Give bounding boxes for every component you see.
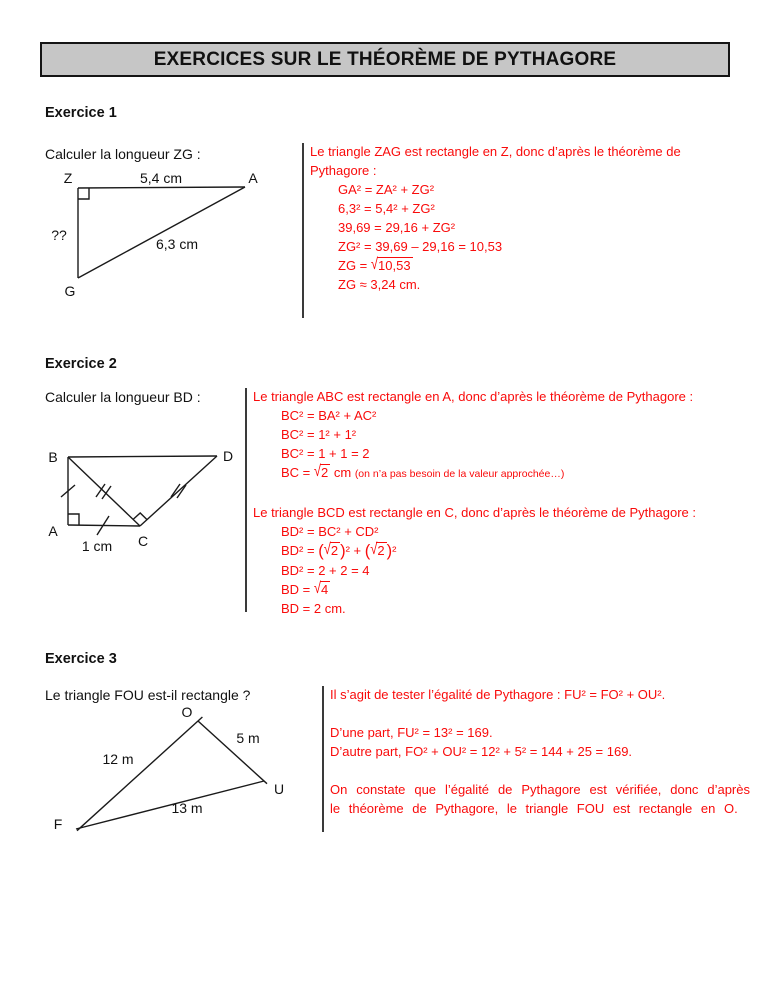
column-separator-2 bbox=[245, 388, 247, 612]
vertex-label-u: U bbox=[273, 781, 285, 797]
sqrt-expression: √4 bbox=[313, 578, 329, 597]
column-separator-1 bbox=[302, 143, 304, 318]
exercise-1-prompt: Calculer la longueur ZG : bbox=[45, 146, 201, 162]
solution-line: 39,69 = 29,16 + ZG² bbox=[338, 220, 456, 235]
vertex-label-g: G bbox=[64, 283, 76, 299]
solution-line: ZG = √10,53 bbox=[338, 254, 411, 273]
side-bd bbox=[68, 456, 217, 457]
triangle-zag-diagram bbox=[45, 162, 295, 312]
side-fu bbox=[76, 781, 264, 829]
big-paren: ) bbox=[386, 542, 393, 560]
vertex-label-o: O bbox=[181, 704, 193, 720]
solution-line: ZG² = 39,69 – 29,16 = 10,53 bbox=[338, 239, 503, 254]
side-length-zg-unknown: ?? bbox=[51, 227, 67, 243]
triangle-fou-diagram bbox=[45, 703, 325, 843]
sqrt-expression: √2 bbox=[323, 539, 339, 558]
vertex-label-a: A bbox=[48, 523, 58, 539]
worksheet-title-box bbox=[40, 42, 730, 77]
exercise-1-heading: Exercice 1 bbox=[45, 105, 117, 121]
right-angle-marker-a bbox=[68, 514, 79, 525]
solution-line: BD = √4 bbox=[281, 578, 329, 597]
sqrt-expression: √2 bbox=[370, 539, 385, 558]
solution-line: 6,3² = 5,4² + ZG² bbox=[338, 201, 435, 216]
solution-line: BC² = 1 + 1 = 2 bbox=[281, 446, 370, 461]
exercise-2-prompt: Calculer la longueur BD : bbox=[45, 389, 201, 405]
sqrt-expression: √10,53 bbox=[370, 254, 411, 273]
solution-line: BD = 2 cm. bbox=[281, 601, 346, 616]
solution-line: Le triangle ZAG est rectangle en Z, donc d’après le théorème de Pythagore : bbox=[310, 144, 681, 178]
side-length-fu: 13 m bbox=[171, 800, 203, 816]
triangle-abcd-diagram bbox=[45, 440, 260, 558]
sqrt-expression: √2 bbox=[313, 461, 329, 480]
solution-line: BD² = (√2 )² + (√2 )² bbox=[281, 539, 397, 560]
solution-line: BD² = BC² + CD² bbox=[281, 524, 379, 539]
solution-line: ZG ≈ 3,24 cm. bbox=[338, 277, 421, 292]
solution-line: Le triangle BCD est rectangle en C, donc d’après le théorème de Pythagore : bbox=[253, 505, 696, 520]
worksheet-title: EXERCICES SUR LE THÉORÈME DE PYTHAGORE bbox=[153, 48, 617, 70]
solution-line: D’autre part, FO² + OU² = 12² + 5² = 144 + 25 = 169. bbox=[330, 744, 633, 759]
big-paren: ( bbox=[318, 542, 324, 560]
solution-line: Il s’agit de tester l’égalité de Pythagore : FU² = FO² + OU². bbox=[330, 687, 666, 702]
vertex-label-d: D bbox=[222, 448, 234, 464]
exercise-3-heading: Exercice 3 bbox=[45, 651, 117, 667]
solution-block bbox=[330, 685, 750, 818]
side-length-za: 5,4 cm bbox=[139, 170, 183, 186]
side-length-ou: 5 m bbox=[236, 730, 260, 746]
solution-line: D’une part, FU² = 13² = 169. bbox=[330, 725, 493, 740]
vertex-label-f: F bbox=[53, 816, 63, 832]
hypotenuse-ga bbox=[78, 187, 245, 278]
solution-line: Le triangle ABC est rectangle en A, donc d’après le théorème de Pythagore : bbox=[253, 389, 694, 404]
column-separator-3 bbox=[322, 686, 324, 832]
solution-note: (on n’a pas besoin de la valeur approchée…) bbox=[354, 468, 565, 480]
solution-line: GA² = ZA² + ZG² bbox=[338, 182, 435, 197]
solution-line: BC = √2 cm (on n’a pas besoin de la valeur approchée…) bbox=[281, 461, 565, 480]
side-cd bbox=[140, 456, 217, 526]
vertex-label-z: Z bbox=[63, 170, 73, 186]
solution-line: On constate que l’égalité de Pythagore est vérifiée, donc d’après le théorème de Pythagore, le triangle FOU est rectangle en O. bbox=[330, 782, 750, 816]
solution-line: BD² = 2 + 2 = 4 bbox=[281, 563, 370, 578]
exercise-2-heading: Exercice 2 bbox=[45, 356, 117, 372]
side-za bbox=[78, 187, 245, 188]
side-length-ac: 1 cm bbox=[81, 538, 113, 554]
right-angle-marker-z bbox=[78, 188, 89, 199]
vertex-label-c: C bbox=[137, 533, 149, 549]
big-paren: ) bbox=[340, 542, 346, 560]
vertex-label-b: B bbox=[48, 449, 58, 465]
solution-block bbox=[310, 142, 742, 294]
solution-block bbox=[253, 387, 753, 618]
right-angle-marker-c bbox=[133, 513, 147, 520]
solution-line: BC² = BA² + AC² bbox=[281, 408, 377, 423]
exercise-3-prompt: Le triangle FOU est-il rectangle ? bbox=[45, 687, 251, 703]
vertex-label-a: A bbox=[248, 170, 258, 186]
side-length-ga: 6,3 cm bbox=[155, 236, 199, 252]
big-paren: ( bbox=[364, 542, 371, 560]
side-length-fo: 12 m bbox=[102, 751, 134, 767]
solution-line: BC² = 1² + 1² bbox=[281, 427, 357, 442]
